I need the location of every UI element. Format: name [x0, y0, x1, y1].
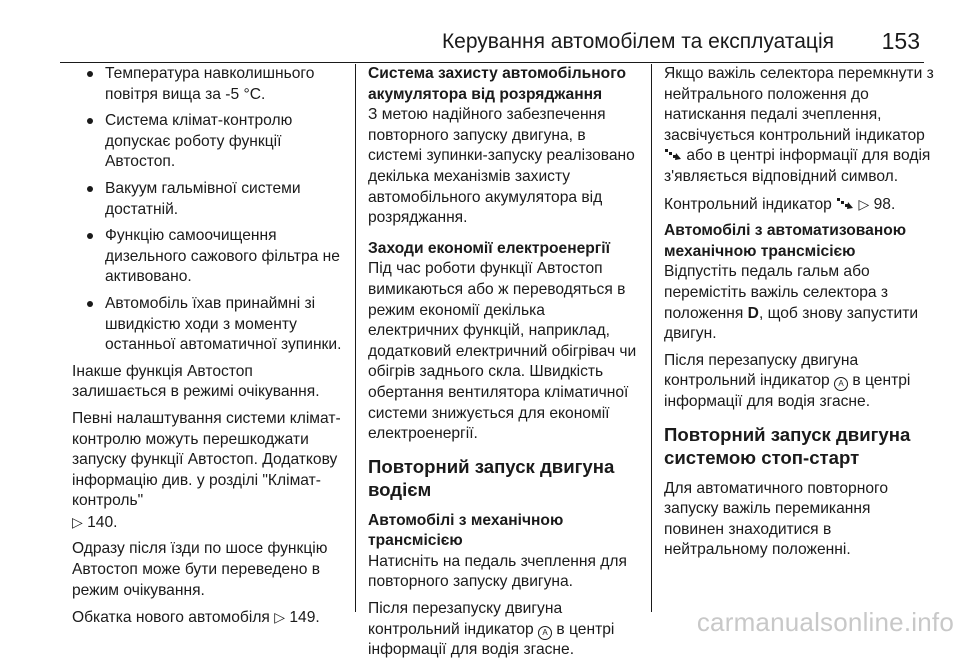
page-reference[interactable]: 140. [87, 513, 118, 531]
page-reference[interactable]: 98. [873, 195, 896, 213]
column-1 [72, 64, 350, 635]
paragraph [664, 194, 934, 216]
gear-shift-arrow-icon [836, 196, 858, 213]
paragraph-text: Контрольний індикатор [664, 195, 832, 213]
paragraph [368, 599, 638, 661]
paragraph: З метою надійного забезпечення повторного запуску двигуна, в системі зупинки-запуску реалізовано декілька механізмів захисту автомобільного акумулятора від розряджання. [368, 106, 635, 227]
page-reference[interactable]: 149. [289, 609, 320, 627]
section-heading: Повторний запуск двигуна водієм [368, 455, 615, 500]
circled-a-autostop-icon: A [834, 377, 848, 391]
paragraph-text: Якщо важіль селектора перемкнути з нейтрального положення до натискання педалі зчеплення, засвічується контрольний індикатор [664, 65, 934, 144]
subheading: Система захисту автомобільного акумулятора від розряджання [368, 65, 627, 103]
subheading: Автомобілі з механічною трансмісією [368, 511, 564, 550]
paragraph-text: в центрі інформації для водія згасне. [664, 372, 911, 410]
paragraph [664, 64, 934, 188]
paragraph [664, 262, 934, 344]
paragraph [664, 351, 934, 413]
list-item: Система клімат-контролю допускає роботу функції Автостоп. [72, 111, 350, 173]
paragraph-text: , щоб знову запустити двигун. [664, 304, 919, 343]
watermark: carmanualsonline.info [696, 607, 954, 637]
column-2 [368, 64, 638, 667]
paragraph-text: Відпустіть педаль гальм або перемістіть важіль селектора з положення [664, 263, 889, 322]
paragraph: Одразу після їзди по шосе функцію Автостоп може бути переведено в режим очікування. [72, 540, 328, 599]
paragraph-text: в центрі інформації для водія згасне. [368, 620, 615, 659]
list-item: Функцію самоочищення дизельного сажового фільтра не активовано. [72, 226, 350, 288]
paragraph-text: або в центрі інформації для водія з'являється відповідний символ. [664, 147, 931, 185]
page-header [60, 26, 924, 63]
paragraph-text: Певні налаштування системи клімат-контролю можуть перешкоджати запуску функції Автостоп. Додаткову інформацію див. у розділі "Клімат-контроль" [72, 409, 341, 510]
paragraph [72, 409, 350, 534]
circled-a-autostop-icon: A [538, 626, 552, 640]
paragraph: Інакше функція Автостоп залишається в режимі очікування. [72, 362, 320, 401]
list-item: Автомобіль їхав принаймні зі швидкістю ходи з моменту останньої автоматичної зупинки. [72, 294, 350, 356]
list-item: Температура навколишнього повітря вища за -5 °C. [72, 64, 350, 105]
paragraph: Натисніть на педаль зчеплення для повторного запуску двигуна. [368, 552, 627, 591]
subheading: Заходи економії електроенергії [368, 239, 611, 257]
position-label: D [747, 304, 759, 322]
list-item: Вакуум гальмівної системи достатній. [72, 179, 350, 220]
paragraph: Під час роботи функції Автостоп вимикаються або ж переводяться в режим економії декілька електричних функцій, наприклад, додатковий електричний обігрівач чи обігрів заднього скла. Швидкість обертання вентилятора кліматичної системи знижується для економії електроенергії. [368, 260, 637, 443]
paragraph-text: Обкатка нового автомобіля [72, 609, 270, 627]
paragraph: Для автоматичного повторного запуску важіль перемикання повинен знаходитися в нейтральному положенні. [664, 479, 889, 559]
triangle-right-reference-icon: ▷ [858, 195, 870, 212]
condition-list [72, 64, 350, 356]
page-number: 153 [881, 28, 920, 54]
section-heading: Повторний запуск двигуна системою стоп-старт [664, 423, 911, 468]
triangle-right-reference-icon: ▷ [274, 609, 285, 626]
column-divider-1 [355, 64, 356, 612]
triangle-right-reference-icon: ▷ [72, 513, 83, 530]
paragraph [72, 607, 350, 629]
subheading: Автомобілі з автоматизованою механічною трансмісією [664, 222, 907, 260]
gear-shift-arrow-icon [664, 147, 686, 164]
column-divider-2 [651, 64, 652, 612]
header-title: Керування автомобілем та експлуатація [441, 30, 834, 53]
paragraph-text: Після перезапуску двигуна контрольний індикатор [368, 600, 563, 638]
paragraph-text: Після перезапуску двигуна контрольний індикатор [664, 351, 859, 390]
column-3 [664, 64, 934, 567]
